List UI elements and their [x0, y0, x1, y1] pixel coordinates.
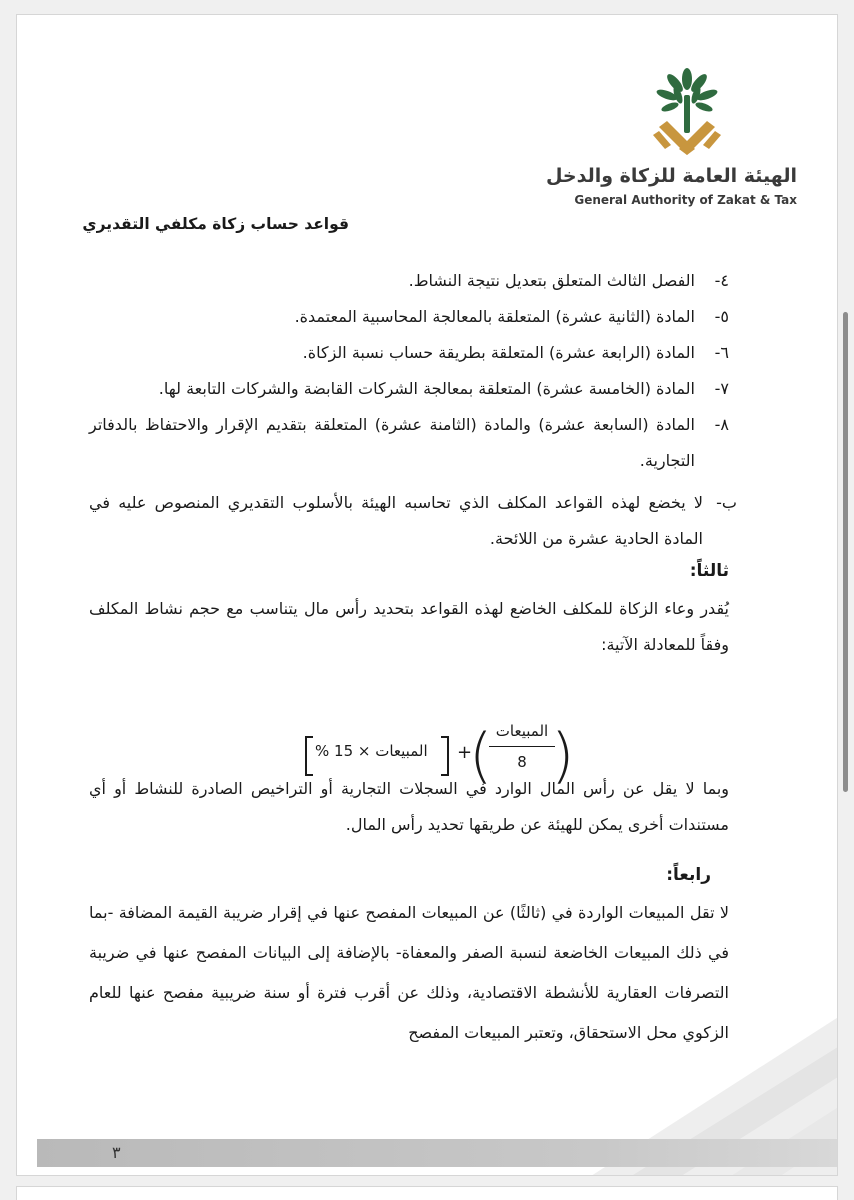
item-number: ٦-	[714, 343, 729, 362]
document-page	[16, 14, 838, 1176]
right-square-bracket	[441, 736, 449, 776]
item-number: ٤-	[714, 271, 729, 290]
item-text: المادة (السابعة عشرة) والمادة (الثامنة عشرة) المتعلقة بتقديم الإقرار والاحتفاظ بالدفاتر التجارية.	[89, 415, 695, 470]
left-square-bracket	[305, 736, 313, 776]
item-text: المادة (الخامسة عشرة) المتعلقة بمعالجة الشركات القابضة والشركات التابعة لها.	[158, 379, 695, 398]
equation-bracket-text: المبيعات × 15 %	[315, 742, 428, 760]
list-item	[89, 407, 729, 479]
zakat-equation	[305, 718, 575, 800]
list-item	[89, 335, 729, 371]
item-number: ٧-	[714, 379, 729, 398]
section-4-text: لا تقل المبيعات الواردة في (ثالثًا) عن المبيعات المفصح عنها في إقرار ضريبة القيمة المضافة -بما في ذلك المبيعات الخاضعة لنسبة الصفر والمعفاة- بالإضافة إلى البيانات المفصح عنها في ضريبة التصرفات العقارية للأنشطة الاقتصادية، وذلك عن أقرب فترة أو سنة ضريبية مفصح عنها للعام الزكوي محل الاستحقاق، وتعتبر المبيعات المفصح	[89, 903, 729, 1042]
equation-fraction	[489, 722, 555, 771]
section-3-heading: ثالثاً:	[689, 561, 729, 581]
fraction-denominator: 8	[517, 753, 527, 771]
org-name-arabic: الهيئة العامة للزكاة والدخل	[545, 165, 797, 187]
fraction-numerator: المبيعات	[495, 722, 549, 740]
document-title: قواعد حساب زكاة مكلفي التقديري	[82, 215, 349, 233]
list-item	[89, 299, 729, 335]
list-item	[89, 263, 729, 299]
equation-plus: +	[457, 742, 473, 763]
footer-band	[37, 1139, 838, 1167]
palm-swords-emblem-icon	[637, 65, 737, 160]
authority-logo	[545, 65, 807, 225]
fraction-line	[489, 746, 555, 747]
item-text: الفصل الثالث المتعلق بتعديل نتيجة النشاط.	[408, 271, 695, 290]
clause-b-label: ب-	[716, 493, 737, 512]
next-page-edge	[16, 1186, 838, 1200]
org-name-english: General Authority of Zakat & Tax	[574, 193, 797, 207]
item-number: ٨-	[714, 415, 729, 434]
page-number: ٣	[112, 1143, 121, 1162]
document-body	[89, 263, 737, 1053]
item-text: المادة (الثانية عشرة) المتعلقة بالمعالجة المحاسبية المعتمدة.	[294, 307, 695, 326]
clause-b	[89, 485, 737, 557]
right-parenthesis: )	[551, 721, 575, 791]
list-item	[89, 371, 729, 407]
section-3-intro: يُقدر وعاء الزكاة للمكلف الخاضع لهذه القواعد بتحديد رأس مال يتناسب مع حجم نشاط المكلف وفقاً للمعادلة الآتية:	[89, 599, 729, 654]
item-text: المادة (الرابعة عشرة) المتعلقة بطريقة حساب نسبة الزكاة.	[302, 343, 695, 362]
left-parenthesis: (	[469, 721, 493, 791]
clause-b-text: لا يخضع لهذه القواعد المكلف الذي تحاسبه الهيئة بالأسلوب التقديري المنصوص عليه في المادة الحادية عشرة من اللائحة.	[89, 493, 703, 548]
section-3-after: وبما لا يقل عن رأس المال الوارد في السجلات التجارية أو التراخيص الصادرة للنشاط أو أي مستندات أخرى يمكن للهيئة عن طريقها تحديد رأس المال.	[89, 779, 729, 834]
item-number: ٥-	[714, 307, 729, 326]
section-4-heading: رابعاً:	[666, 865, 711, 885]
scrollbar-thumb[interactable]	[843, 312, 848, 792]
